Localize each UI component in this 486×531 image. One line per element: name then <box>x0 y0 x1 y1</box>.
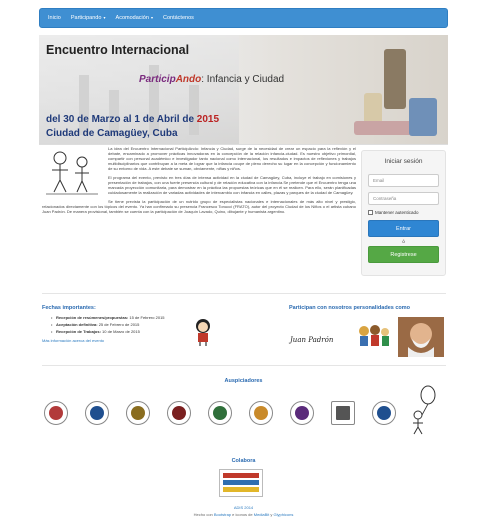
nav-item-inicio[interactable] <box>48 15 61 21</box>
personalities-title: Participan con nosotros personalidades como <box>288 305 411 311</box>
banner-city: Ciudad de Camagüey, Cuba <box>46 128 178 139</box>
footer-copyright: ADIS 2014 <box>233 505 254 510</box>
nav-label: Contáctenos <box>163 15 194 21</box>
description-paragraph: El programa del evento, previsto en tres días de intensa actividad en la ciudad de Camagüey, Cuba, incluye el trabajo en comisiones y presentación de trabajos, con una fuerte presencia cultural y de relación educativa con la infancia.Se pretende que el Encuentro tenga una marcada proyección comunitaria, para demostrar en la práctica las propuestas teóricas que en él se realicen. Para ello, serán planificadas cuidadosamente la realización de variadas actividades de intercambio con infancia en calles, plazas y parques de la ciudad de Camagüey. <box>108 175 356 195</box>
register-button[interactable]: Registrese <box>368 246 439 263</box>
divider <box>42 365 446 366</box>
collaborator-logo[interactable] <box>219 469 263 497</box>
sponsor-logo[interactable] <box>208 401 232 425</box>
date-item <box>56 315 242 320</box>
nav-item-participando[interactable] <box>71 15 106 21</box>
banner-subtitle <box>139 74 284 85</box>
bootstrap-link[interactable]: Bootstrap <box>213 512 232 517</box>
boy-with-balloon-illustration <box>404 385 440 435</box>
dates-title: Fechas importantes: <box>42 305 96 311</box>
date-year: 2015 <box>196 114 220 125</box>
description-paragraph: Se tiene prevista la participación de un nutrido grupo de especialistas nacionales e internacionales de más alto nivel y prestigio, relacionados directamente con los tópicos del evento. Ya han confirmado su presencia Francesco Tonucci (FRATO), autor del proyecto Ciudad de los Niños o el artista cubano Juan Padrón. De manera provisional, también se cuenta con la participación de Joaquín Lavado, Quino, dibujante y humanista argentino. <box>42 199 356 214</box>
date-label: Recepción de Trabajos: <box>56 329 101 334</box>
banner-dates <box>46 114 219 125</box>
credits-text: y <box>270 512 273 517</box>
banner-title: Encuentro Internacional <box>46 43 190 57</box>
login-panel <box>361 150 446 276</box>
caret-down-icon: ▾ <box>149 15 153 20</box>
banner-characters-illustration <box>354 43 444 143</box>
caret-down-icon: ▾ <box>102 15 106 20</box>
password-field[interactable]: Contraseña <box>368 192 439 205</box>
more-info-link[interactable]: Más información acerca del evento <box>42 338 105 343</box>
children-sketch-illustration <box>42 146 102 198</box>
juan-padron-signature: Juan Padrón <box>290 336 334 344</box>
top-navbar <box>39 8 448 28</box>
email-field[interactable]: Email <box>368 174 439 187</box>
description-paragraph: La idea del Encuentro Internacional ParticipAndo: Infancia y Ciudad, surge de la necesidad de crear un espacio para la reflexión y el debate, encaminado a promover prácticas innovadoras en la concepción de la relación infancia-ciudad. Es nuestro objetivo primordial, compartir con personal académico e investigador tanto nacional como internacional, los resultados e impactos de reflexiones y trabajos multidisciplinarios que contribuyan a la meta de lograr que la infancia ocupe de pleno derecho su lugar en la concepción y funcionamiento de su entorno de vida. A este debate se suman, obviamente, niñas y niños. <box>108 146 356 171</box>
cartoon-characters-image <box>357 321 391 349</box>
remember-checkbox[interactable] <box>368 210 373 215</box>
date-item <box>56 329 242 334</box>
page-container <box>39 0 448 517</box>
date-label: Recepción de resúmenes/propuestas: <box>56 315 129 320</box>
sponsor-logo[interactable] <box>167 401 191 425</box>
personalities-section <box>253 305 446 359</box>
nav-item-contactenos[interactable] <box>163 15 194 21</box>
sponsor-logo[interactable] <box>126 401 150 425</box>
collaborator-title: Colabora <box>231 458 256 464</box>
nav-label: Participando <box>70 15 102 21</box>
sponsor-logo[interactable] <box>44 401 68 425</box>
enter-button[interactable]: Entrar <box>368 220 439 237</box>
date-value: 10 de Marzo de 2015 <box>102 329 140 334</box>
sponsor-logo[interactable] <box>85 401 109 425</box>
subtitle-part: Ando <box>175 74 202 85</box>
date-value: 15 de Febrero 2015 <box>129 315 165 320</box>
remember-me[interactable] <box>368 210 439 215</box>
event-description <box>42 146 356 218</box>
sponsor-logos <box>44 397 444 435</box>
remember-label: Mantener autenticado <box>375 210 419 215</box>
sponsor-logo[interactable] <box>331 401 355 425</box>
glyphicons-link[interactable]: Glyphicons <box>273 512 294 517</box>
date-text: del 30 de Marzo al 1 de Abril de <box>46 114 195 125</box>
divider <box>42 293 446 294</box>
credits-text: Hecho con <box>193 512 213 517</box>
important-dates <box>42 305 242 343</box>
ahs-logo-image <box>220 470 262 496</box>
date-label: Aceptación definitiva: <box>56 322 98 327</box>
subtitle-part: : Infancia y Ciudad <box>201 74 285 85</box>
subtitle-part: Particip <box>139 74 176 85</box>
mediabit-link[interactable]: MediaBit <box>253 512 270 517</box>
sponsor-logo[interactable] <box>290 401 314 425</box>
event-banner <box>39 35 448 145</box>
credits-text: e iconos de <box>232 512 253 517</box>
nav-label: Inicio <box>48 15 61 21</box>
mafalda-illustration <box>192 318 214 346</box>
nav-item-acomodacion[interactable] <box>116 15 153 21</box>
sponsor-logo[interactable] <box>372 401 396 425</box>
login-title: Iniciar sesión <box>384 158 423 165</box>
personalities-images <box>253 315 446 359</box>
footer-credits <box>39 512 448 517</box>
date-value: 25 de Febrero de 2015 <box>98 322 140 327</box>
tonucci-portrait <box>398 317 444 357</box>
nav-label: Acomodación <box>115 15 149 21</box>
sponsors-title: Auspiciadores <box>224 378 263 384</box>
or-divider: ó <box>402 239 405 244</box>
date-item <box>56 322 242 327</box>
sponsor-logo[interactable] <box>249 401 273 425</box>
